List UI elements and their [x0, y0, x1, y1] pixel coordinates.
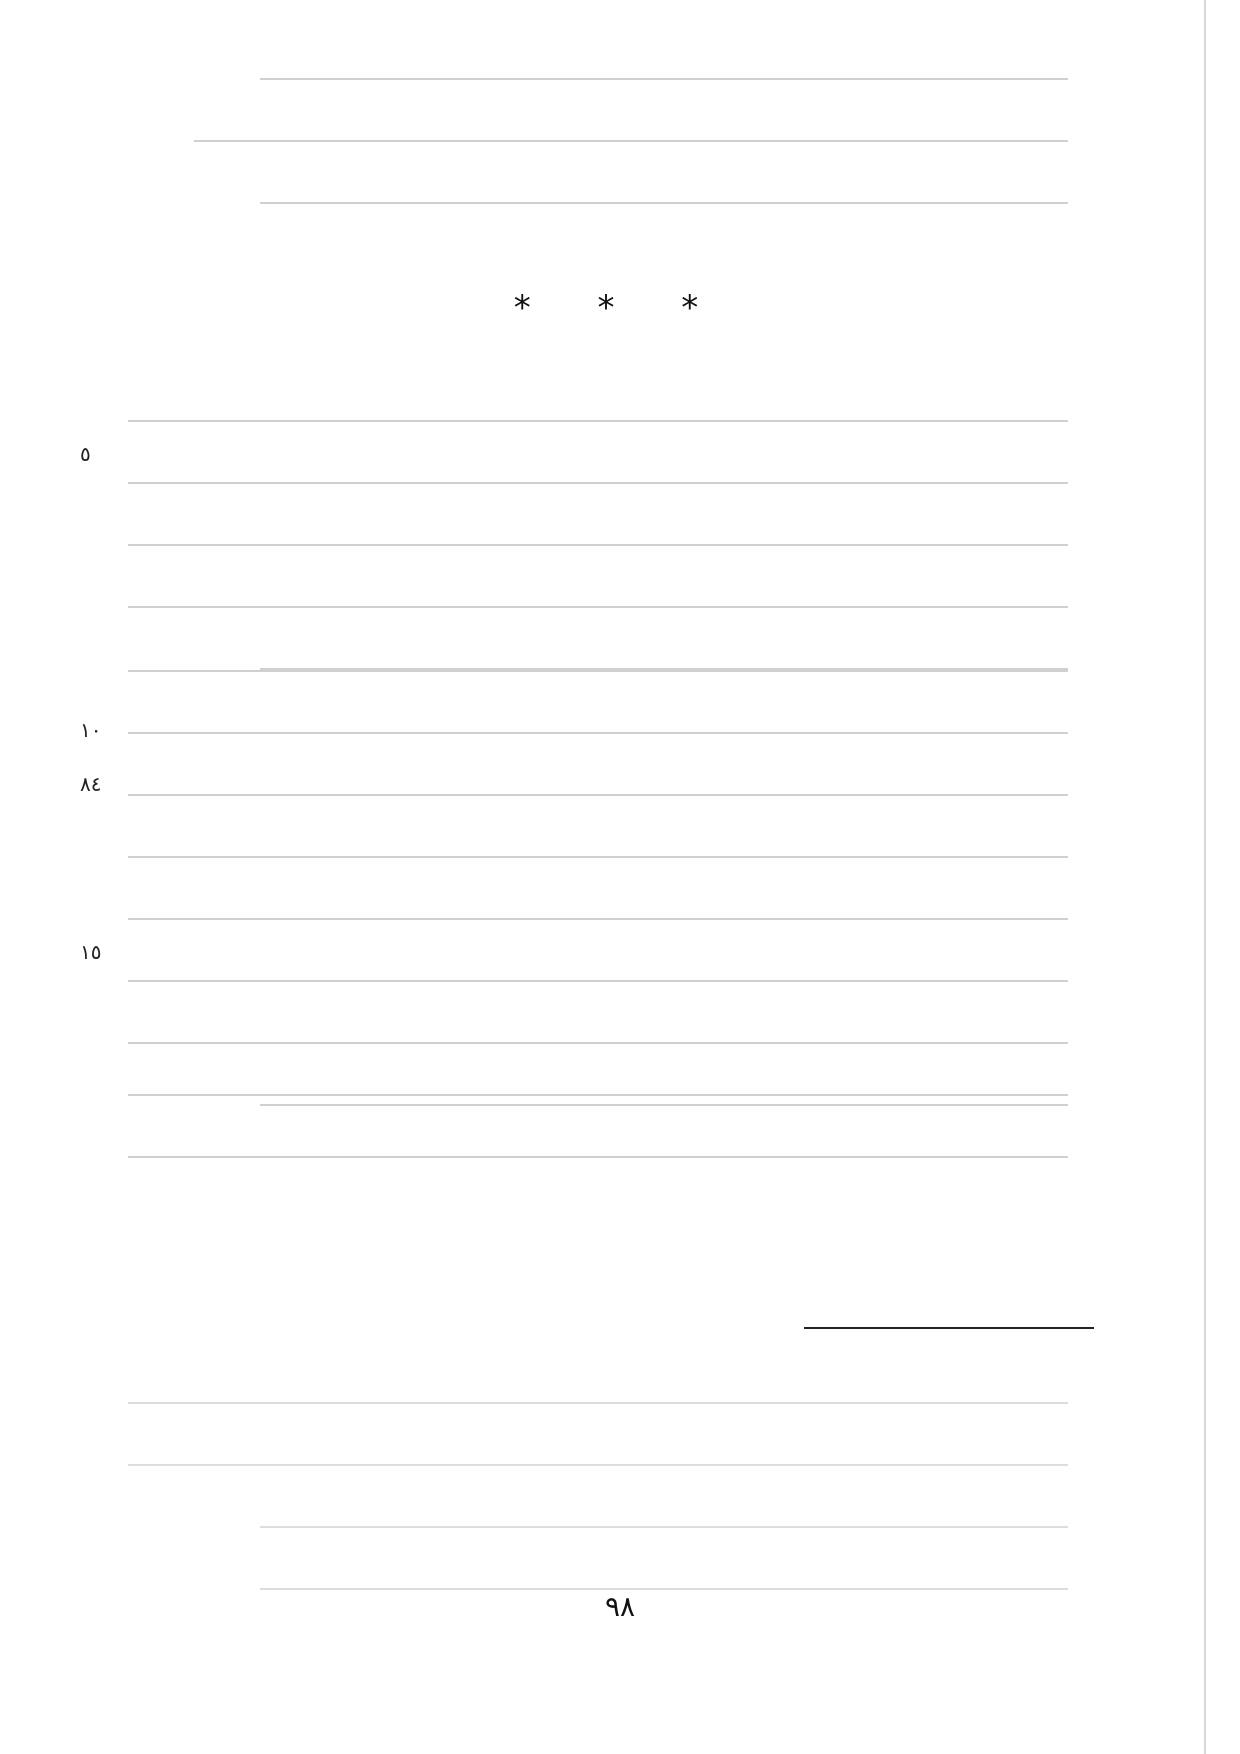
section-separator: * * *: [513, 288, 727, 328]
margin-line-number-84: ٨٤: [80, 772, 102, 796]
text-block-3: [128, 650, 1068, 1146]
text-block-4: [128, 1074, 1068, 1198]
margin-line-number-15: ١٥: [80, 940, 102, 964]
margin-line-number-10: ١٠: [80, 718, 102, 742]
text-block-1: [128, 58, 1068, 244]
scan-edge: [1204, 0, 1206, 1754]
footnote-rule: [804, 1327, 1094, 1329]
margin-line-number-5: ٥: [80, 442, 91, 466]
page-number: ٩٨: [604, 1590, 636, 1623]
